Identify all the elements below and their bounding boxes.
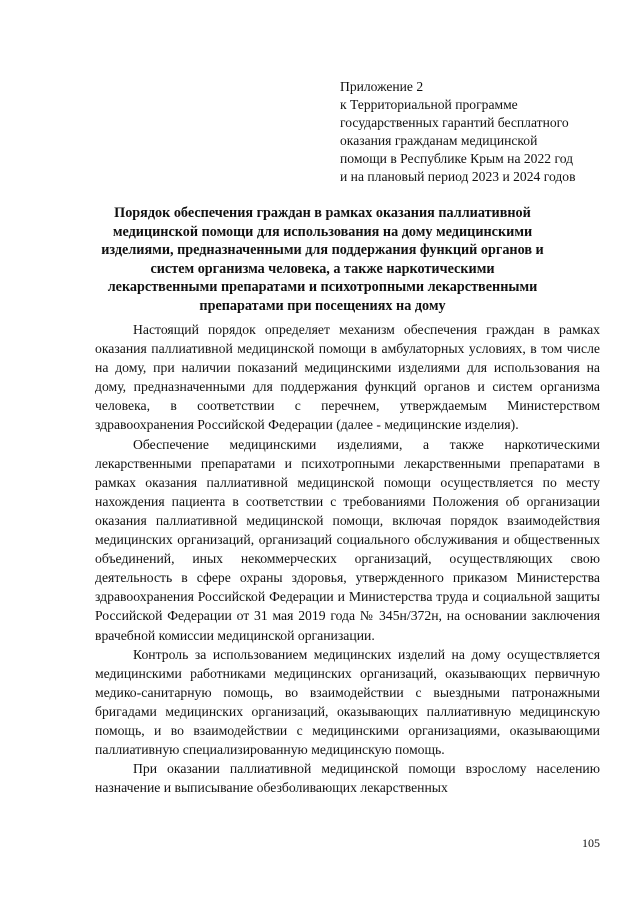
document-body [95,320,600,797]
paragraph: При оказании паллиативной медицинской помощи взрослому населению назначение и выписывание обезболивающих лекарственных [95,761,600,796]
document-title: Порядок обеспечения граждан в рамках оказания паллиативной медицинской помощи для использования на дому медицинскими изделиями, предназначенными для поддержания функций органов и систем организма человека, а также наркотическими лекарственными препаратами и психотропными лекарственными препаратами при посещениях на дому [101,205,544,314]
appendix-header: Приложение 2 к Территориальной программе государственных гарантий бесплатного оказания гражданам медицинской помощи в Республике Крым на 2022 год и на плановый период 2023 и 2024 годов [340,79,576,184]
page-number: 105 [582,836,600,850]
paragraph: Настоящий порядок определяет механизм обеспечения граждан в рамках оказания паллиативной медицинской помощи в амбулаторных условиях, в том числе на дому, при наличии показаний медицинскими изделиями для использования на дому, предназначенными для поддержания функций органов и систем организма человека, в соответствии с перечнем, утверждаемым Министерством здравоохранения Российской Федерации (далее - медицинские изделия). [95,322,600,433]
paragraph: Обеспечение медицинскими изделиями, а также наркотическими лекарственными препаратами и психотропными лекарственными препаратами в рамках оказания паллиативной медицинской помощи осуществляется по месту нахождения пациента в соответствии с требованиями Положения об организации оказания паллиативной медицинской помощи, включая порядок взаимодействия медицинских организаций, организаций социального обслуживания и общественных объединений, иных некоммерческих организаций, осуществляющих свою деятельность в сфере охраны здоровья, утвержденного приказом Министерства здравоохранения Российской Федерации и Министерства труда и социальной защиты Российской Федерации от 31 мая 2019 года № 345н/372н, на основании заключения врачебной комиссии медицинской организации. [95,436,600,643]
paragraph: Контроль за использованием медицинских изделий на дому осуществляется медицинскими работниками медицинских организаций, оказывающих первичную медико-санитарную помощь, во взаимодействии с выездными патронажными бригадами медицинских организаций, оказывающих паллиативную медицинскую помощь, и во взаимодействии с медицинскими организациями, оказывающими паллиативную специализированную медицинскую помощь. [95,646,600,758]
